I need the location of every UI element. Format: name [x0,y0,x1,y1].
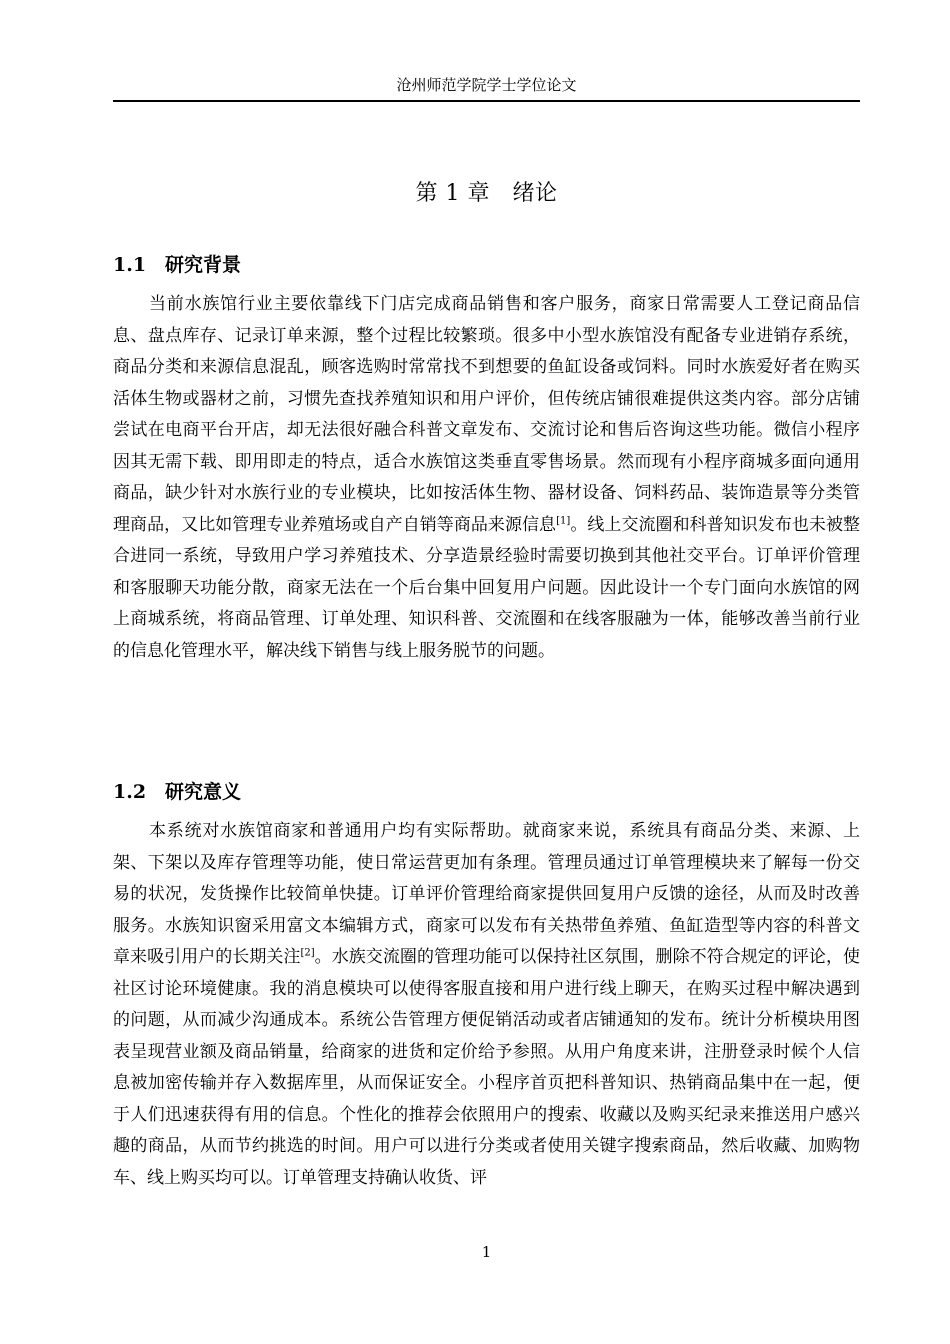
paragraph-text: 。水族交流圈的管理功能可以保持社区氛围，删除不符合规定的评论，使社区讨论环境健康。我的消息模块可以使得客服直接和用户进行线上聊天，在购买过程中解决遇到的问题，从而减少沟通成本。系统公告管理方便促销活动或者店铺通知的发布。统计分析模块用图表呈现营业额及商品销量，给商家的进货和定价给予参照。从用户角度来讲，注册登录时候个人信息被加密传输并存入数据库里，从而保证安全。小程序首页把科普知识、热销商品集中在一起，便于人们迅速获得有用的信息。个性化的推荐会依照用户的搜索、收藏以及购买纪录来推送用户感兴趣的商品，从而节约挑选的时间。用户可以进行分类或者使用关键字搜索商品，然后收藏、加购物车、线上购买均可以。订单管理支持确认收货、评 [113,947,860,1188]
section-title: 研究背景 [165,254,242,276]
paragraph-text: 当前水族馆行业主要依靠线下门店完成商品销售和客户服务，商家日常需要人工登记商品信息、盘点库存、记录订单来源，整个过程比较繁琐。很多中小型水族馆没有配备专业进销存系统，商品分类和来源信息混乱，顾客选购时常常找不到想要的鱼缸设备或饲料。同时水族爱好者在购买活体生物或器材之前，习惯先查找养殖知识和用户评价，但传统店铺很难提供这类内容。部分店铺尝试在电商平台开店，却无法很好融合科普文章发布、交流讨论和售后咨询这些功能。微信小程序因其无需下载、即用即走的特点，适合水族馆这类垂直零售场景。然而现有小程序商城多面向通用商品，缺少针对水族行业的专业模块，比如按活体生物、器材设备、饲料药品、装饰造景等分类管理商品，又比如管理专业养殖场或自产自销等商品来源信息 [113,294,860,535]
section-heading-1-1 [113,250,860,280]
section-title: 研究意义 [165,781,242,803]
section-number: 1.1 [113,254,147,276]
running-header: 沧州师范学院学士学位论文 [396,76,577,94]
paragraph-text: 。线上交流圈和科普知识发布也未被整合进同一系统，导致用户学习养殖技术、分享造景经验时需要切换到其他社交平台。订单评价管理和客服聊天功能分散，商家无法在一个后台集中回复用户问题。因此设计一个专门面向水族馆的网上商城系统，将商品管理、订单处理、知识科普、交流圈和在线客服融为一体，能够改善当前行业的信息化管理水平，解决线下销售与线上服务脱节的问题。 [113,514,861,661]
chapter-title: 第 1 章 绪论 [415,181,558,206]
section-number: 1.2 [113,781,147,803]
paragraph-research-background [113,289,860,667]
page-number: 1 [481,1243,492,1261]
header-rule [113,100,860,102]
citation-ref: [2] [300,947,315,959]
paragraph-text: 本系统对水族馆商家和普通用户均有实际帮助。就商家来说，系统具有商品分类、来源、上架、下架以及库存管理等功能，使日常运营更加有条理。管理员通过订单管理模块来了解每一份交易的状况，发货操作比较简单快捷。订单评价管理给商家提供回复用户反馈的途径，从而及时改善服务。水族知识窗采用富文本编辑方式，商家可以发布有关热带鱼养殖、鱼缸造型等内容的科普文章来吸引用户的长期关注 [113,821,860,967]
paragraph-research-significance [113,816,860,1194]
citation-ref: [1] [556,514,571,526]
section-heading-1-2 [113,777,860,807]
